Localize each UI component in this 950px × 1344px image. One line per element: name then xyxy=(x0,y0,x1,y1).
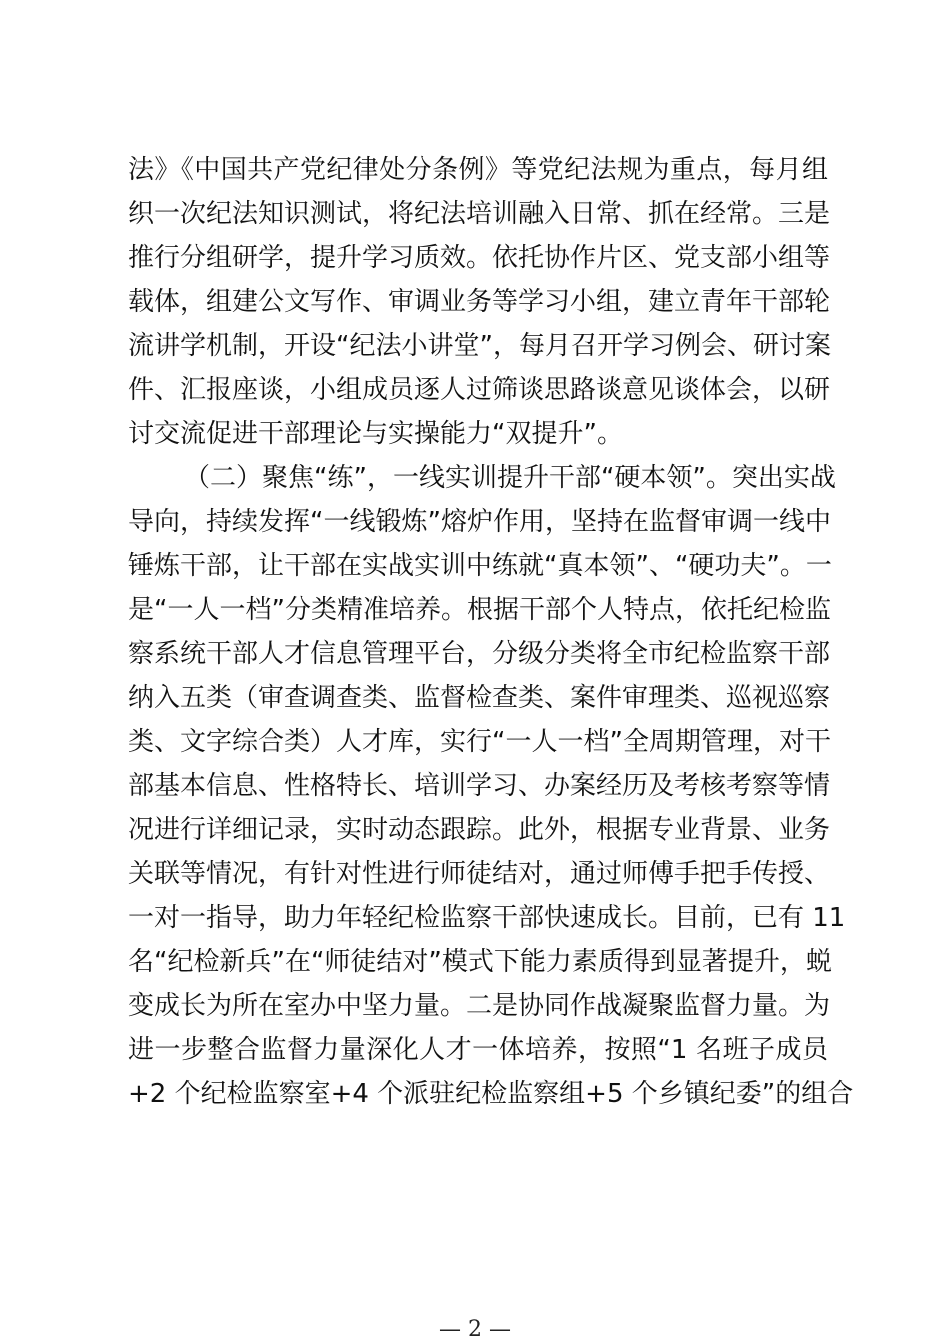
text-line: 锤炼干部，让干部在实战实训中练就“真本领”、“硬功夫”。一 xyxy=(128,551,832,581)
text-line: 是“一人一档”分类精准培养。根据干部个人特点，依托纪检监 xyxy=(128,595,831,625)
text-line: 名“纪检新兵”在“师徒结对”模式下能力素质得到显著提升，蜕 xyxy=(128,947,832,977)
text-line: 关联等情况，有针对性进行师徒结对，通过师傅手把手传授、 xyxy=(128,859,831,889)
body-text xyxy=(128,148,854,1116)
text-line: 察系统干部人才信息管理平台，分级分类将全市纪检监察干部 xyxy=(128,639,831,669)
text-line: 类、文字综合类）人才库，实行“一人一档”全周期管理，对干 xyxy=(128,727,831,757)
text-line: 载体，组建公文写作、审调业务等学习小组，建立青年干部轮 xyxy=(128,287,831,317)
text-line: 流讲学机制，开设“纪法小讲堂”，每月召开学习例会、研讨案 xyxy=(128,331,831,361)
text-line: 织一次纪法知识测试，将纪法培训融入日常、抓在经常。三是 xyxy=(128,199,831,229)
text-line: 纳入五类（审查调查类、监督检查类、案件审理类、巡视巡察 xyxy=(128,683,831,713)
text-line: 部基本信息、性格特长、培训学习、办案经历及考核考察等情 xyxy=(128,771,831,801)
text-line: +2 个纪检监察室+4 个派驻纪检监察组+5 个乡镇纪委”的组合 xyxy=(128,1079,854,1109)
text-line: 导向，持续发挥“一线锻炼”熔炉作用，坚持在监督审调一线中 xyxy=(128,507,831,537)
text-line: 讨交流促进干部理论与实操能力“双提升”。 xyxy=(128,419,623,449)
text-line: 进一步整合监督力量深化人才一体培养，按照“1 名班子成员 xyxy=(128,1035,828,1065)
text-line: （二）聚焦“练”，一线实训提升干部“硬本领”。突出实战 xyxy=(184,463,836,493)
paragraph-2 xyxy=(128,456,854,1116)
text-line: 件、汇报座谈，小组成员逐人过筛谈思路谈意见谈体会，以研 xyxy=(128,375,831,405)
text-line: 变成长为所在室办中坚力量。二是协同作战凝聚监督力量。为 xyxy=(128,991,831,1021)
text-line: 况进行详细记录，实时动态跟踪。此外，根据专业背景、业务 xyxy=(128,815,831,845)
page-number: — 2 — xyxy=(439,1317,511,1342)
text-line: 一对一指导，助力年轻纪检监察干部快速成长。目前，已有 11 xyxy=(128,903,846,933)
text-line: 法》《中国共产党纪律处分条例》等党纪法规为重点，每月组 xyxy=(128,155,828,185)
text-line: 推行分组研学，提升学习质效。依托协作片区、党支部小组等 xyxy=(128,243,831,273)
paragraph-1 xyxy=(128,148,831,456)
